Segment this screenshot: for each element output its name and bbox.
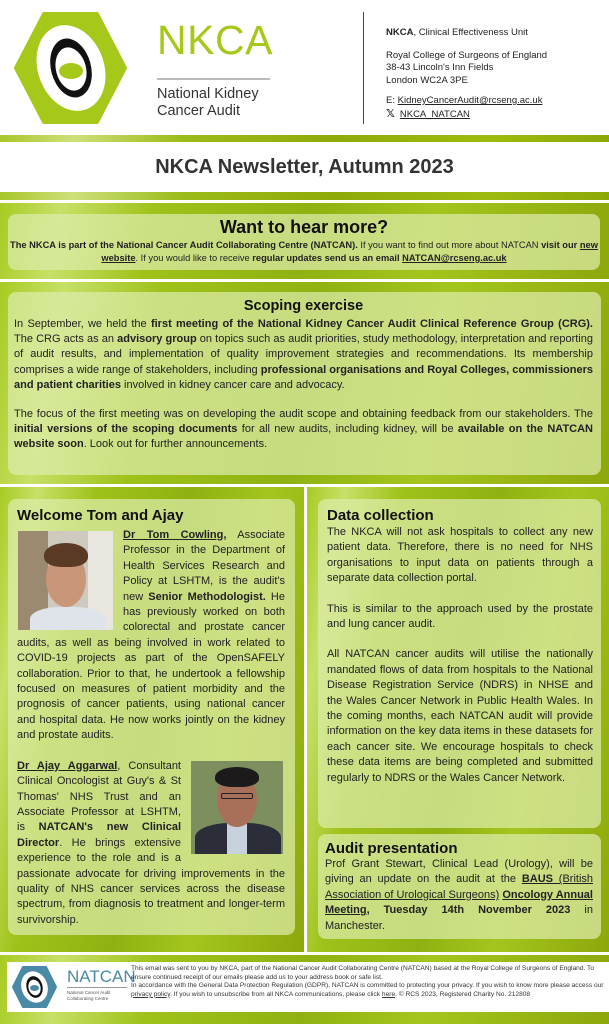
brand-subtitle-line-1: National Kidney: [157, 86, 259, 102]
right-column-section: [307, 487, 609, 952]
contact-block: [386, 27, 547, 121]
want-more-section: [0, 203, 609, 279]
data-collection-paragraph-2: This is similar to the approach used by the prostate and lung cancer audit.: [327, 602, 593, 631]
address-line-2: 38-43 Lincoln's Inn Fields: [386, 62, 494, 73]
natcan-subtitle: National Cancer Audit Collaborating Centre: [67, 990, 111, 1001]
x-twitter-icon: 𝕏: [386, 108, 395, 121]
scoping-heading: Scoping exercise: [243, 298, 364, 314]
natcan-divider: [67, 987, 127, 988]
welcome-card: [8, 499, 295, 935]
newsletter-title: NKCA Newsletter, Autumn 2023: [155, 155, 454, 178]
email-link[interactable]: KidneyCancerAudit@rcseng.ac.uk: [397, 95, 543, 106]
scoping-card: [8, 292, 601, 475]
nkca-logo-icon: [14, 12, 127, 124]
brand-name: NKCA: [157, 17, 273, 63]
address: [386, 50, 547, 88]
brand-subtitle: [157, 86, 259, 120]
brand-divider: [157, 78, 270, 80]
title-band: [0, 142, 609, 192]
footer-text-2: In accordance with the General Data Protection Regulation (GDPR), NATCAN is committed to protecting your privacy. If you wish to know more please access our privacy policy. If you wish to unsubscribe from all NKCA communications, please click here. © RCS 2023, Registered Charity No. 212808: [131, 982, 604, 998]
privacy-policy-link[interactable]: privacy policy: [131, 990, 171, 998]
baus-link[interactable]: BAUS: [521, 873, 553, 886]
header-divider: [363, 12, 364, 124]
unsubscribe-link[interactable]: here: [381, 990, 396, 998]
scoping-paragraph-1: In September, we held the first meeting of the National Kidney Cancer Audit Clinical Reference Group (CRG). The CRG acts as an advisory group on topics such as audit priorities, study methodology, interpretation and reporting of audit results, and implementation of quality improvement strategies and recommendations. Its membership comprises a wide range of stakeholders, including professional organisations and Royal Colleges, commissioners and patient charities involved in kidney cancer care and advocacy.: [14, 318, 593, 391]
footer-text-1: This email was sent to you by NKCA, part of the National Cancer Audit Collaborating Centre (NATCAN) based at the Royal College of Surgeons of England. To ensure continued receipt of our emails please add us to your address book or safe list.: [131, 965, 595, 981]
org-unit: , Clinical Effectiveness Unit: [413, 27, 528, 38]
brand-subtitle-line-2: Cancer Audit: [157, 103, 241, 119]
natcan-logo-icon: [12, 966, 57, 1008]
want-more-text: The NKCA is part of the National Cancer Audit Collaborating Centre (NATCAN). If you want to find out more about NATCAN visit our new website. If you would like to receive regular updates send us an email NATCAN@rcseng.ac.uk: [10, 240, 598, 263]
footer: [7, 962, 609, 1012]
org-name: NKCA: [386, 27, 414, 38]
audit-presentation-card: [318, 834, 601, 939]
new-website-link[interactable]: new website: [101, 240, 598, 263]
tom-bio: Dr Tom Cowling, Associate Professor in the Department of Health Services Research and Policy at LSHTM, is the audit's new Senior Methodologist. He has previously worked on both colorectal and prostate cancer audits, as well as being involved in work related to COVID-19 projects as part of the OpenSAFELY collaboration. Prior to that, he undertook a fellowship focused on measures of patient morbidity and the prognosis of cancer patients, using national cancer and hospital data. He now works jointly on the kidney and prostate audits.: [17, 529, 285, 742]
x-handle-link[interactable]: NKCA_NATCAN: [399, 108, 470, 120]
data-collection-paragraph-1: The NKCA will not ask hospitals to collect any new patient data. Therefore, there is no need for NHS organisations to input data on patients through a separate data collection portal.: [327, 526, 593, 585]
ajay-bio: Dr Ajay Aggarwal, Consultant Clinical Oncologist at Guy's & St Thomas' NHS Trust and an Associate Professor at LSHTM, is NATCAN's new Clinical Director. He brings extensive experience to the role and is a passionate advocate for driving improvements in the quality of NHS cancer services across the disease spectrum, from diagnosis to treatment and longer-term survivorship.: [17, 759, 285, 926]
natcan-email-link[interactable]: NATCAN@rcseng.ac.uk: [402, 253, 507, 263]
data-collection-heading: Data collection: [327, 507, 434, 524]
tom-cowling-link[interactable]: Dr Tom Cowling,: [123, 529, 227, 541]
natcan-name: NATCAN: [67, 967, 136, 986]
audit-presentation-heading: Audit presentation: [325, 840, 458, 857]
want-more-heading: Want to hear more?: [219, 217, 389, 237]
tom-cowling-photo: [18, 531, 113, 630]
data-collection-card: [318, 499, 601, 828]
ajay-aggarwal-photo: [191, 761, 283, 854]
welcome-section: [0, 487, 304, 952]
address-line-1: Royal College of Surgeons of England: [386, 49, 548, 61]
data-collection-paragraph-3: All NATCAN cancer audits will utilise the nationally mandated flows of data from hospitals to the National Disease Registration Service (NDRS) in NHSE and the Wales Cancer Network in Public Health Wales. In the coming months, each NATCAN audit will provide information on the key data items in these datasets for each cancer site. We encourage hospitals to check these data items are being completed and submitted regularly to NDRS or the Wales Cancer Network.: [327, 648, 593, 784]
email-label: E:: [386, 95, 398, 106]
scoping-section: [0, 282, 609, 484]
header-green-bar: [0, 135, 609, 142]
title-green-bar: [0, 192, 609, 200]
newsletter-header: [0, 0, 609, 135]
audit-presentation-text: Prof Grant Stewart, Clinical Lead (Urology), will be giving an update on the audit at the BAUS (British Association of Urological Surgeons) Oncology Annual Meeting, Tuesday 14th November 2023 in Manchester.: [325, 858, 594, 932]
address-line-3: London WC2A 3PE: [386, 74, 468, 86]
want-more-card: [8, 214, 600, 270]
ajay-aggarwal-link[interactable]: Dr Ajay Aggarwal: [17, 759, 118, 772]
oncology-meeting-link[interactable]: Oncology Annual Meeting: [325, 888, 593, 917]
footer-text: [131, 965, 609, 999]
welcome-heading: Welcome Tom and Ajay: [17, 507, 184, 524]
scoping-paragraph-2: The focus of the first meeting was on developing the audit scope and obtaining feedback from our stakeholders. The initial versions of the scoping documents for all new audits, including kidney, will be available on the NATCAN website soon. Look out for further announcements.: [14, 408, 593, 451]
baus-full-name-link[interactable]: (British Association of Urological Surgeons): [325, 873, 594, 901]
